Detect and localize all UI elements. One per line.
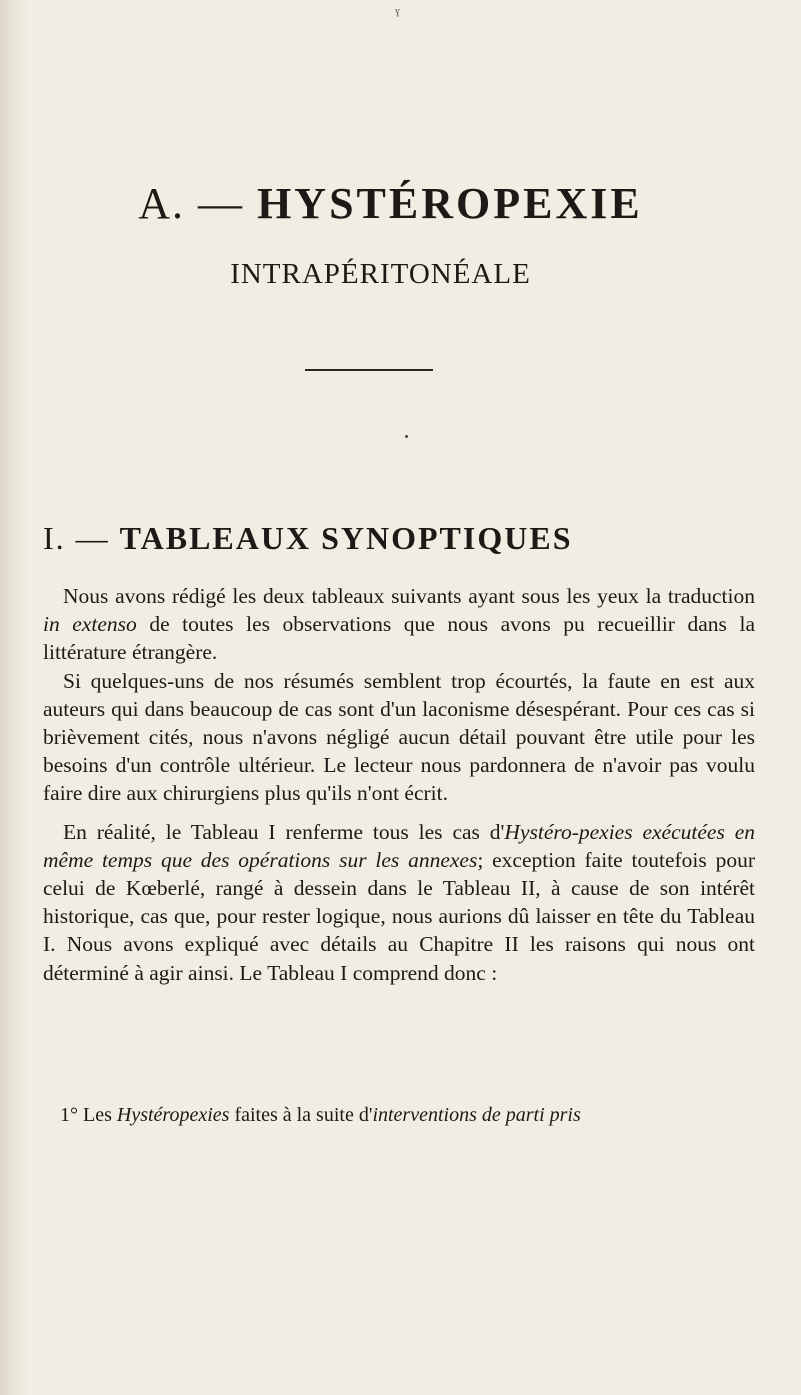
paragraph-4-text-a: 1° Les [60, 1104, 117, 1126]
paragraph-1-italic: in extenso [43, 612, 137, 637]
paragraph-1 [43, 582, 755, 667]
chapter-title [0, 178, 801, 229]
chapter-title-prefix: A. — [138, 179, 258, 228]
title-divider [305, 369, 433, 371]
section-number: I. — [43, 520, 120, 556]
section-heading-text: TABLEAUX SYNOPTIQUES [119, 520, 573, 556]
paragraph-1-text-c: de toutes les observations que nous avons pu recueillir dans la littérature étrangère. [43, 612, 755, 665]
paragraph-3-italic: Hystéro-pexies exécutées en même temps que des opérations sur les annexes [43, 819, 755, 872]
paragraph-3-text-a: En réalité, le Tableau I renferme tous les cas d' [63, 819, 505, 844]
paragraph-1-text-a: Nous avons rédigé les deux tableaux suivants ayant sous les yeux la traduction [63, 584, 755, 608]
paragraph-3-text-c: ; exception faite toutefois pour celui de Kœberlé, rangé à dessein dans le Tableau II, à cause de son intérêt historique, cas que, pour rester logique, nous aurions dû laisser en tête du Tableau I. Nous avons expliqué avec détails au Chapitre II les raisons qui nous ont déterminé à agir ainsi. Le Tableau I comprend donc : [43, 847, 755, 985]
paragraph-4 [60, 1104, 581, 1127]
paragraph-4-text-c: faites à la suite d' [229, 1104, 373, 1126]
ink-dot [405, 435, 408, 438]
body-text [43, 582, 755, 987]
chapter-title-word: HYSTÉROPEXIE [257, 179, 643, 228]
chapter-subtitle: INTRAPÉRITONÉALE [230, 258, 531, 290]
paragraph-2: Si quelques-uns de nos résumés semblent trop écourtés, la faute en est aux auteurs qui dans beaucoup de cas sont d'un laconisme désespérant. Pour ces cas si brièvement cités, nous n'avons négligé aucun détail pouvant être utile pour les besoins d'un contrôle ultérieur. Le lecteur nous pardonnera de n'avoir pas voulu faire dire aux chirurgiens plus qu'ils n'ont écrit. [43, 668, 755, 806]
paragraph-4-italic-1: Hystéropexies [116, 1104, 230, 1126]
paragraph-4-italic-2: interventions de parti pris [372, 1104, 581, 1126]
section-heading [43, 520, 572, 557]
corner-mark: ɣ [395, 6, 400, 17]
paragraph-3 [43, 818, 755, 987]
